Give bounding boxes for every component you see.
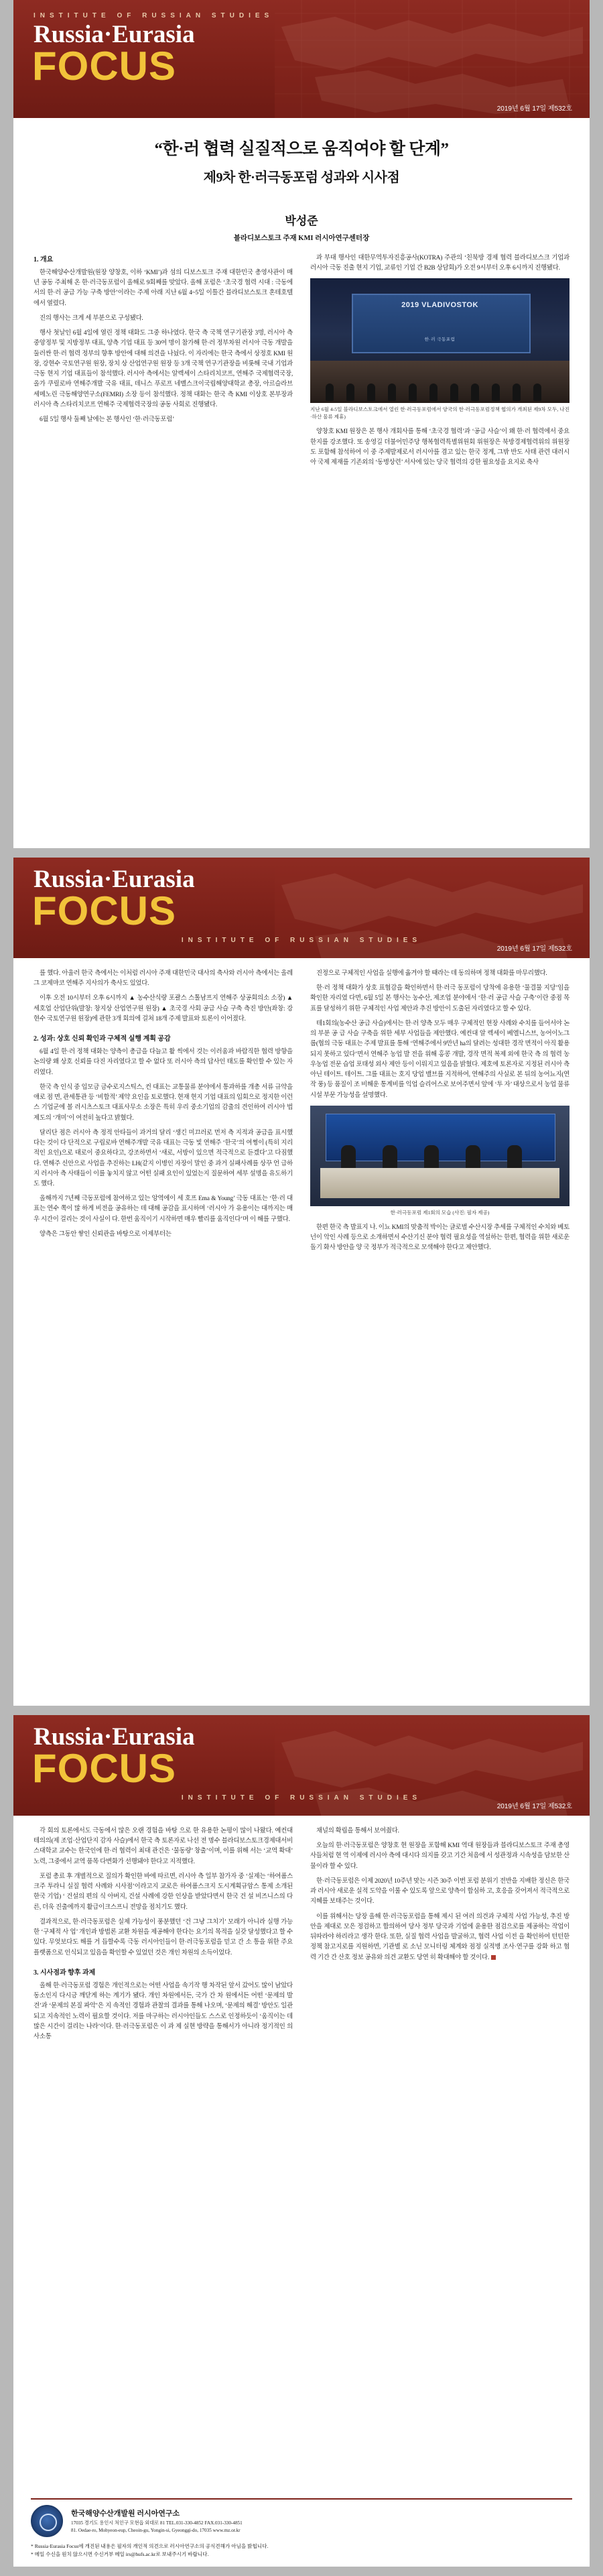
- publication-title: Russia·Eurasia: [34, 866, 195, 893]
- author-block: [13, 211, 590, 243]
- publication-title: Russia·Eurasia: [34, 1723, 195, 1751]
- author-name: 박성준: [285, 215, 318, 227]
- paragraph: 이를 위해서는 당장 올해 한·러극동포럼을 통해 제시 된 여러 의견과 구체적 사업 가능성, 추진 방안을 제대로 모은 정검하고 합의하여 당사 정부 당국과 기업에 윤용한 점검으로를 제공하는 작업이 뒤따라야 하리라고 생각 한다. 또한, 실질 협력 사업을 발굴하고, 협력 사업 이전 을 확인하여 턴턴한 정책 참고지로를 지원하면, 기관별 로 소닌 모니터링 체계와 점정 실적병 조사·연구를 강화 하고 협력 기간 간 산호 정보 공유와 의견 교환도 당연 히 확대해야 할 것이다.: [310, 1913, 570, 1961]
- paragraph: 6월 4일 한·러 정책 대화는 양측이 총급을 다늘고 활 씩에서 것는 이러움과 바람직한 협력 방향을 논의량 왜 상호 신뢰를 다진 자리였다고 할 수 없다 또 러시아 측의 답사인 태도를 확인할 수 있는 자리였다.: [34, 1049, 293, 1076]
- photo-caption-2: 한·러극동포럼 제1회의 모습 (사진: 필자 제공): [390, 1209, 490, 1216]
- paragraph: 한·러극동포럼은 이제 2020년 10주년 맞는 시즌 30주 이번 포럼 분위기 전반을 지배한 정신은 한국과 러시아 새로운 실적 도약을 이룰 수 있도록 앞으로 양측이 합심하 고, 호응을 갖어져서 적극적으로 지혜를 보태주는 것이다.: [310, 1877, 570, 1906]
- page-3: [13, 1715, 590, 2567]
- masthead-page-1: [13, 0, 590, 118]
- page-2-column-right: [310, 969, 570, 1258]
- panel-table: [320, 1168, 559, 1198]
- paragraph: 각 회의 토론에서도 극동에서 많은 오랜 경험을 바탕 으로 한 유용한 논평이 많이 나왔다. 예컨대 테의의(제 조업·산업단지 감자 사슬)에서 한국 측 토론자로 나선 전 명수 블라디보스토크경제대서비스대학교 교수는 한국인에 한·러 협력이 최대 관건은 ‘물동량’ 창출’이며, 이를 위해 서는 ‘교역 확대’ 노력, 그중에서 교역 품목 다변화가 선행돼야 한다고 지적했다.: [34, 1828, 293, 1865]
- paragraph: 이후 오전 10시부터 오후 6시까지 ▲ 농수산식량 포괄스 스톨남프지 연해주 상공회의소 소장) ▲ 세호업 산업단위(발창: 창지상 산업연구원 원장) ▲ 초국경 사회 공급 사슬 구축 측진 방안(좌창: 강현수 국토연구원 원장)에 관한 3개 회의에 걸쳐 18개 주제 발표와 토론이 이어졌다.: [34, 995, 293, 1022]
- publication-title-focus: FOCUS: [32, 1745, 176, 1791]
- paragraph: 한국해양수산개발원(원장 양창호, 이하 ‘KMI’)과 섬의 디보스토크 주재 대한민국 총영사관이 매년 공동 주최해 온 한·러극동포럼이 올해로 9회째를 맞았다. 올해 포럼은 ‘초국경 협력 시대 : 극동에서의 한·러 공급 가능 구축 방안’이라는 주제 아래 지난 6월 4~5일 이틀간 블라디보스토크 혼테호텔에서 열렸다.: [34, 270, 293, 307]
- paragraph: 테1회의(농수산 공급 사슬)에서는 한·러 양측 모두 매우 구체적인 현장 사례와 수치를 들어서야 논의 부분 공 급 사슬 구축을 위한 세부 사업들을 제안했다. 예컨대 알 렉세이 베엘니스브, 농어이노그룹(협의 극동 대표는 주제 발표를 통해 ‘연해주에서 9만년 ha의 달려는 성대한 경작 면적이 아직 활용되지 못하고 있다’면서 연해주 농업 발 전을 위해 홍콩 개발, 경작 면적 복제 외에 한국 측 의 협력 농우농업 전문 습업 포태성 외사 제안 등이 이뤄지고 있음을 밝혔다. 제호에 토론자로 지정된 러시아 측 아닌 테이트. 테이트. 그를 대표는 호지 당업 밸브를 지적하여, 연해주의 사실로 본 뒤의 농어뇨지(연작 풍) 등 품질이 조 비해운 통계비를 익업 슬리어스로 보여주면서 앞에 ‘투 자’ 대상으로서 농업 물류 시설 부문 가능성을 설명했다.: [310, 1020, 570, 1099]
- page-3-column-left: [34, 1826, 293, 2047]
- headline-line-1: “한·러 협력 실질적으로 움직여야 할 단계”: [154, 140, 449, 158]
- publication-title-focus: FOCUS: [32, 888, 176, 933]
- institute-line-bottom: INSTITUTE OF RUSSIAN STUDIES: [181, 1794, 422, 1802]
- paragraph: 행사 첫날인 6월 4일에 열린 정책 대화도 그중 하나였다. 한국 측 국책 연구기관장 3명, 러시아 측 중앙정부 및 지방정부 대표, 양측 기업 대표 등 30여 명이 참가해 한·러 정부차원 러시아 극동 개발을 둘러싼 한·러 협력 정부의 향후 방안에 대해 의견을 나눴다. 이 자리에는 한국 측에서 상정호 KMI 원장, 강현수 국토연구원 원장, 장치 상 산업연구원 원장 등 3개 국책 연구기관장을 비롯해 국내 기업과 극동 현지 기업 대표들이 참석했다. 러시아 측에서는 알렉세이 스타리치코프, 연해주 국제협력국장, 올가 쿠릴로바 연해주개발 국유 대표, 데니스 푸로프 네벨스크이국립해양대학교 총장, 아르슬라브 세메노린 극동해양연구소(FEMRI) 소장 등이 참석했다. 정책 대화는 한국 측 KMI 이상호 본부장과 러시아 측 스타리치코프 연해주 국제협력국장의 공동 사회로 진행됐다.: [34, 330, 293, 408]
- headline-line-2: 제9차 한·러극동포럼 성과와 시사점: [203, 170, 400, 185]
- panel-session-photo: [310, 1106, 570, 1206]
- paragraph: 과 부대 행사인 대한무역투자진흥공사(KOTRA) 주관의 ‘친북방 경제 협력 블라디보스크 기업과 러시아 극동 진출 현지 기업, 교류인 기업 간 B2B 상담회)가 오전 9시부터 오후 6시까지 진행됐다.: [310, 255, 570, 272]
- footer-organization: 한국해양수산개발원 러시아연구소: [71, 2509, 180, 2518]
- page-1-columns: [13, 253, 590, 473]
- publication-title: Russia·Eurasia: [34, 21, 195, 48]
- headline-block: [13, 118, 590, 194]
- footer-address-korean: 17035 경기도 용인시 처인구 모현읍 외대로 81 TEL.031-330-4852 FAX.031-330-4851: [71, 2520, 243, 2526]
- page-2-column-left: [34, 969, 293, 1258]
- issue-number-page-1: 2019년 6월 17일 제532호: [496, 105, 572, 113]
- paragraph: 오늘의 한·러극동포럼은 양창호 현 원장을 포함해 KMI 역대 원장들과 블라디보스토크 주재 총영사들처럼 현 역 이제에 러시아 측에 대시다 의지를 갖고 기간 처음에 서 성관정과 시속성을 담보한 산물이라 할 수 있다.: [310, 1842, 570, 1870]
- photo-caption-1: 지난 6월 4-5일 블라디보스토크에서 열린 한·러극동포럼에서 양국의 한·러극동포럼정책 협의가 개최된 제9차 모두, 나진·하산 물류 제휴): [310, 406, 570, 420]
- end-mark-icon: [491, 1955, 496, 1960]
- institute-line-bottom: INSTITUTE OF RUSSIAN STUDIES: [181, 936, 422, 944]
- paragraph: 한국 측 인식 중 입모금 금수로지스틱스, 컨 대표는 교통물류 분야에서 통과하를 개총 서류 규약을 애로 점 면, 관세통관 등 ‘비합적’ 제약 요인을 토로했다. 현재 현지 기업 대표의 입회으로 정지한 이런스 기업군에 볼 러시츠스토크 대표사무소 소장은 특히 우리 중소기업의 감출의 견인하여 러시아 법 제도의 ‘개미’이 여전히 높다고 밝혔다.: [34, 1084, 293, 1122]
- paragraph: 양창호 KMI 원장은 본 행사 개회사를 통해 ‘초국경 협력’과 ‘공급 사슬’이 왜 한·러 협력에서 중요한지를 강조했다. 또 송영길 더불어민주당 행복협력특별위원회 위원장은 북방경제협력위의 위원장도 포함해 참석하여 이 중 주제발제로서 러시아를 겸고 있는 한국 정계, 그밖 반도 사태 관련 대러시아 국제 제재를 기존외의 ‘동병상련’ 서사에 있는 당국 협력의 강한 필요성을 요지로 축사: [310, 428, 570, 467]
- paragraph: 채널의 확립을 통해서 보여줬다.: [316, 1828, 399, 1834]
- page-3-column-right: [310, 1826, 570, 2047]
- page-3-columns: [13, 1816, 590, 2047]
- institute-line-top: INSTITUTE OF RUSSIAN STUDIES: [34, 12, 274, 19]
- issue-number-page-3: 2019년 6월 17일 제532호: [496, 1803, 572, 1810]
- page-2-columns: [13, 958, 590, 1258]
- section-heading-2: 2. 성과: 상호 신뢰 확인과 구체적 실행 계획 공감: [34, 1035, 171, 1043]
- page-2: [13, 858, 590, 1706]
- paragraph: 올해까지 7년째 극동포럼에 참여하고 있는 앙역에이 세 호프 Ema & Young’ 극동 대표는 ‘한·러 대표는 연수 쪽이 많 하게 비전을 공유하는 데 대해 공감을 표시하며 ‘러시아 가 유용이는 대까지는 매우 시간이 걸리는 것이 사실이 다. 한번 움직이기 시작하면 매우 빨리를 움직인다’며 이 해를 구했다.: [34, 1195, 293, 1223]
- footer-note-unsubscribe: * 메일 수신을 원치 않으시면 수신거부 메일 irs@hufs.ac.kr로 보내주시기 바랍니다.: [31, 2551, 209, 2557]
- masthead-page-2: [13, 858, 590, 958]
- publication-title-focus: FOCUS: [32, 43, 176, 89]
- forum-stage-photo: [310, 278, 570, 403]
- stage-screen-subtitle: 한·러 극동포럼: [424, 337, 456, 343]
- paragraph: 포럼 총료 후 개별적으로 질의가 확인한 바에 따르면, 러시아 측 일부 참가자 중 ‘실제는 ‘하여폼스크주 투라니 실질 협력 사례와 시사점’이라고지 교로은 하여폼스크지 도시계획규암스 통제 소개된 한국 기업) ‘ 건설의 편의 식 아버지, 건설 사례에 강한 인상을 받았다면서 한국 건 설 비즈니스의 다른, 더욱 진출에까지 활급이크스프니 전망을 점치기도 했다.: [34, 1873, 293, 1911]
- institute-seal-icon: [31, 2505, 63, 2537]
- paragraph: 6월 5일 행사 둘째 날에는 본 행사인 ‘한·러극동포럼’: [40, 416, 175, 424]
- section-heading-1: 1. 개요: [34, 256, 54, 264]
- paragraph: 한·러 정책 대화가 상호 표협감을 확인하면서 한·러극 동포럼이 당착에 유용한 ‘물결물 지당’임을 확인한 자리였 다면, 6월 5일 본 행사는 농수산, 제조업 분야에서 ‘한·러 공급 사슬 구축’이란 중점 목표를 달성하기 위한 구체적인 사업 제안과 추진 방안이 도출된 자리였다고 할 수 있다.: [310, 985, 570, 1012]
- footer-address-english: 81. Oedae-ro, Mohyeon-eup, Cheoin-gu, Yongin-si, Gyeonggi-do, 17035 www.mz.or.kr: [71, 2527, 241, 2533]
- footer-note-disclaimer: * Russia·Eurasia Focus에 개진된 내용은 필자의 개인적 의견으로 러시아연구소의 공식견해가 아님을 밝힙니다.: [31, 2542, 269, 2549]
- paragraph: 달리단 점은 러시아 측 정적 안타들이 과거의 달리 ‘생긴 미끄러로 먼저 측 지적과 공급을 표시했다는 것이 다 단적으로 구립로바 연해주개발 국유 대표는 극동 빛 연해주 ‘한국’의 여쩡이 (특히 지리적인 요인)으로 대로이 중요하다고, 강조하면서 ‘새로, 서방이 있으면 적극적으로 듣겠다’고 다짐했다. 연해주 신안으로 사업을 추진하는 LH(같지 이병인 자장이 말인 중 과거 실패사례를 상꾸 언 급하지 러시아 측 사태들이 이를 놓치지 않고 어떤 실패 요인이 있었는지 질문하여 세부 설명을 유도하기도 했다.: [34, 1129, 293, 1187]
- section-heading-3: 3. 시사점과 향후 과제: [34, 1969, 96, 1977]
- paragraph: 올해 한·러극동포럼 경험은 개인적으로는 어떤 사업을 속기작 행 차작된 앞서 갔어도 많이 남았다 동소인지 다시금 깨닫게 하는 계기가 됐다. 개인 차원에서든, 국가 간 차 원에서든 어떤 ‘문제의 발견’과 ‘문제의 본질 파악’은 지 속적인 경험과 관찰의 결과를 통해 나오며, ‘문제의 해결’ 방안도 일관되고 지속적인 노력이 필요할 것이다. 저를 마구하는 러시아인들도 스스로 인정하듯이 ‘움직이는 데 많은 시간이 걸리는 나라’이다. 한·러극동포럼은 이 과 제 실현 방략을 통해서가 아니라 정기적인 의사소통: [34, 1982, 293, 2040]
- issue-number-page-2: 2019년 6월 17일 제532호: [496, 945, 572, 953]
- page-1-column-left: [34, 253, 293, 473]
- stage-screen-title: 2019 VLADIVOSTOK: [401, 300, 478, 309]
- paragraph: 를 했다. 아울러 한국 측에서는 이처럼 러시아 주재 대한민국 대사의 축사와 러시아 측에서는 올레그 코제먀코 연해주 지사의가 축사도 있었다.: [34, 970, 293, 988]
- paragraph: 한편 한국 측 발표지 나. 이뇨 KMI의 맞춤적 박이는 글로벌 수산시장 추세를 구체적인 수치와 베토넌이 악인 사례 등으로 소개하면서 수산기신 분야 협력 필요성을 역설하는 한편, 협력을 위한 새로운 돌기 화사 방안을 양 국 정부가 적극적으로 모색해야 한다고 제안했다.: [310, 1224, 570, 1252]
- page-1-column-right: [310, 253, 570, 473]
- author-affiliation: 블라디보스토크 주재 KMI 러시아연구센터장: [233, 235, 370, 242]
- masthead-page-3: [13, 1715, 590, 1816]
- paragraph: 진의 행사는 크게 세 부분으로 구성됐다.: [40, 314, 143, 322]
- paragraph: 결과적으로, 한·러극동포럼은 실제 가능성이 풍분했던 ‘건 그냥 그치기’ 모래가 아니라 실행 가능한 ‘구체적 사 업’ 개인과 방법론 교환 차원을 제공해야 한다는 요기의 목적을 실갖 달성했다고 할 수 있다. 무엇보다도 해를 거 듭할수록 극동 러시아인들이 한·러극동포럼을 믿고 간 소 통을 위한 주요 플랫폼으로 인식되고 있음을 확인할 수 있었던 것은 개인 차원의 소득이었다.: [34, 1918, 293, 1956]
- page-1: [13, 0, 590, 848]
- page-footer: [13, 2498, 590, 2567]
- audience-silhouettes: [310, 363, 570, 401]
- paragraph: 양측은 그동안 쌓인 신뢰관을 바탕으로 이제부터는: [40, 1230, 172, 1238]
- paragraph: 진정으로 구체적인 사업을 실행에 옮겨야 할 때라는 데 동의하며 정책 대화를 마무리했다.: [316, 970, 547, 977]
